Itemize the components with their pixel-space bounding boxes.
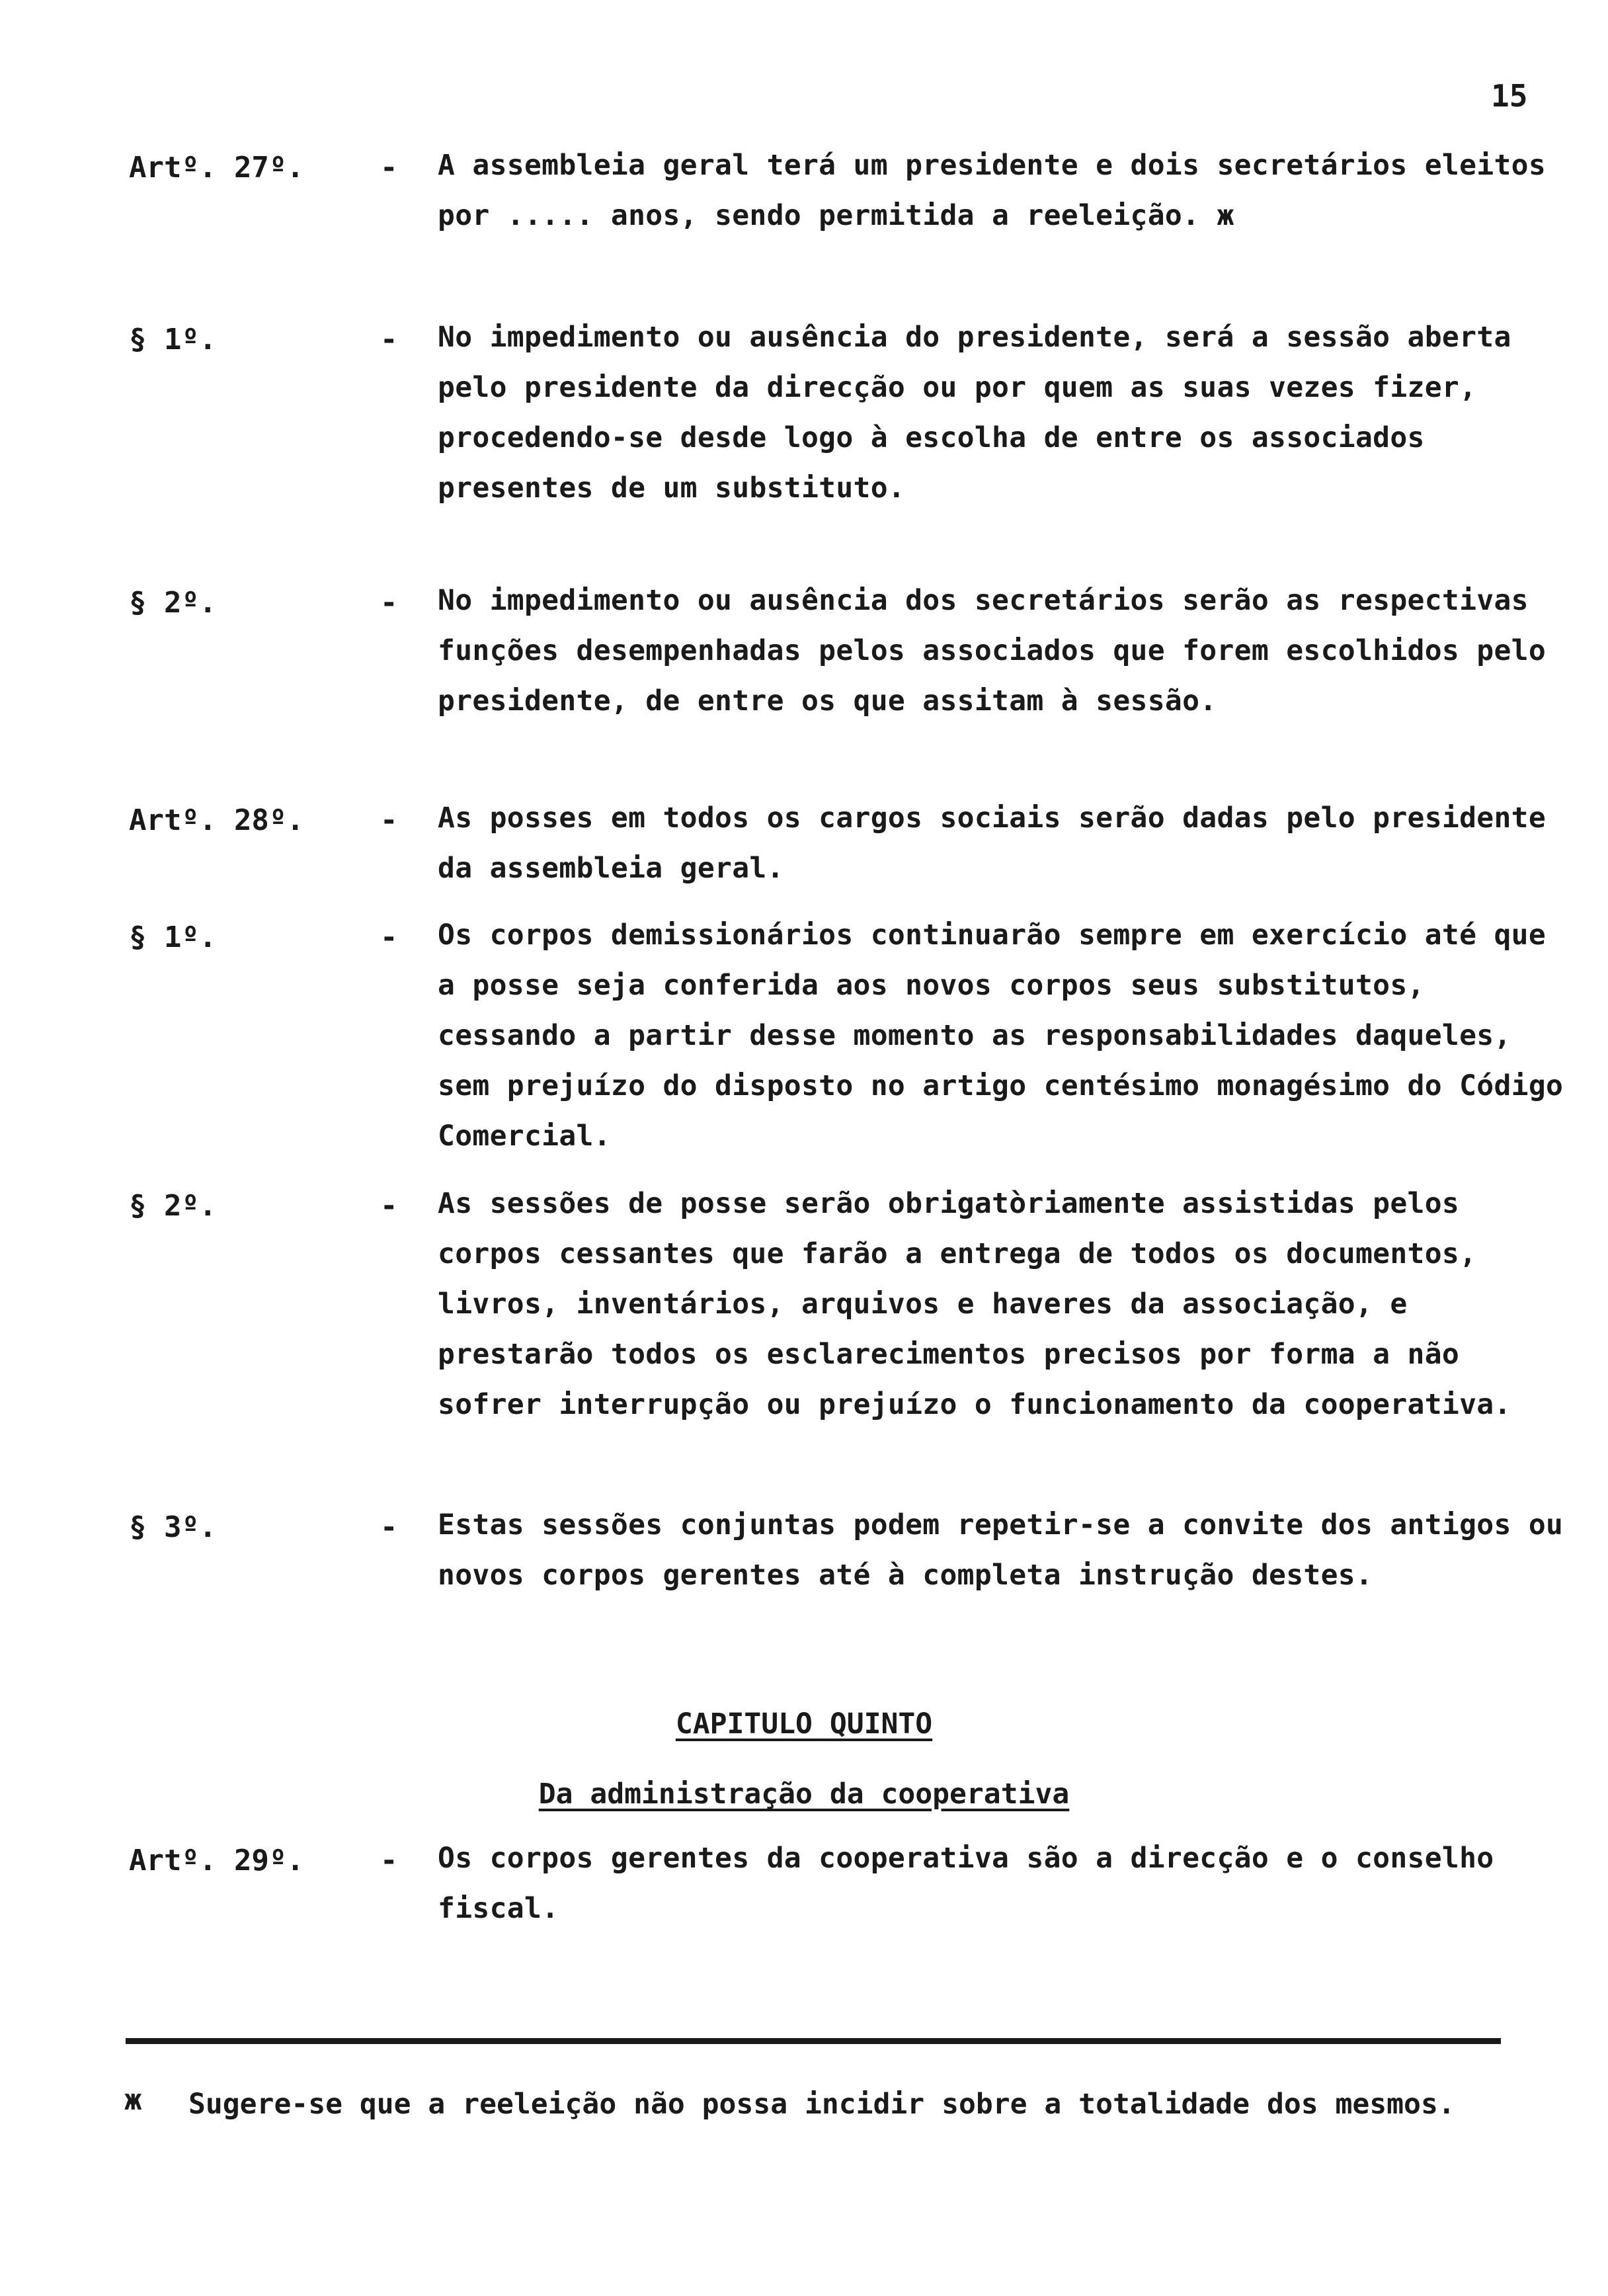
entry-text: As posses em todos os cargos sociais serão dadas pelo presidente da assembleia geral. <box>438 801 1547 885</box>
entry-text: No impedimento ou ausência dos secretários serão as respectivas funções desempenhadas pelos associados que forem escolhidos pelo presidente, de entre os que assitam à sessão. <box>438 584 1547 718</box>
footnote-mark: ж <box>124 2083 142 2117</box>
entry-label: § 2º. <box>129 586 217 620</box>
page-number: 15 <box>1491 78 1528 114</box>
chapter-title: CAPITULO QUINTO <box>675 1707 933 1741</box>
entry-text: A assembleia geral terá um presidente e dois secretários eleitos por ..... anos, sendo permitida a reeleição. ж <box>438 149 1547 232</box>
entry-text: Estas sessões conjuntas podem repetir-se a convite dos antigos ou novos corpos gerentes até à completa instrução destes. <box>438 1508 1564 1592</box>
entry-dash: - <box>380 323 398 356</box>
entry-text: Os corpos gerentes da cooperativa são a direcção e o conselho fiscal. <box>438 1842 1494 1925</box>
entry-label: § 1º. <box>129 921 217 954</box>
chapter-subtitle: Da administração da cooperativa <box>538 1778 1070 1811</box>
entry-dash: - <box>380 921 398 954</box>
entry-text: As sessões de posse serão obrigatòriamente assistidas pelos corpos cessantes que farão a entrega de todos os documentos, livros, inventários, arquivos e haveres da associação, e prestarão todos os esclarecimentos precisos por forma a não sofrer interrupção ou prejuízo o funcionamento da cooperativa. <box>438 1187 1511 1421</box>
entry-dash: - <box>380 803 398 837</box>
footnote-divider <box>126 2038 1501 2044</box>
entry-dash: - <box>380 151 398 184</box>
entry-label: Artº. 28º. <box>129 803 304 837</box>
entry-dash: - <box>380 1510 398 1544</box>
entry-label: Artº. 29º. <box>129 1844 304 1877</box>
entry-text: Os corpos demissionários continuarão sempre em exercício até que a posse seja conferida aos novos corpos seus substitutos, cessando a partir desse momento as responsabilidades daqueles, sem prejuízo do disposto no artigo centésimo monagésimo do Código Comercial. <box>438 919 1564 1153</box>
entry-label: § 3º. <box>129 1510 217 1544</box>
entry-dash: - <box>380 586 398 620</box>
entry-text: No impedimento ou ausência do presidente, será a sessão aberta pelo presidente da direcção ou por quem as suas vezes fizer, procedendo-se desde logo à escolha de entre os associados presentes de um substituto. <box>438 321 1511 505</box>
footnote-text: Sugere-se que a reeleição não possa incidir sobre a totalidade dos mesmos. <box>188 2088 1455 2121</box>
entry-label: § 2º. <box>129 1189 217 1223</box>
entry-dash: - <box>380 1844 398 1877</box>
entry-label: § 1º. <box>129 323 217 356</box>
entry-label: Artº. 27º. <box>129 151 304 184</box>
entry-dash: - <box>380 1189 398 1223</box>
